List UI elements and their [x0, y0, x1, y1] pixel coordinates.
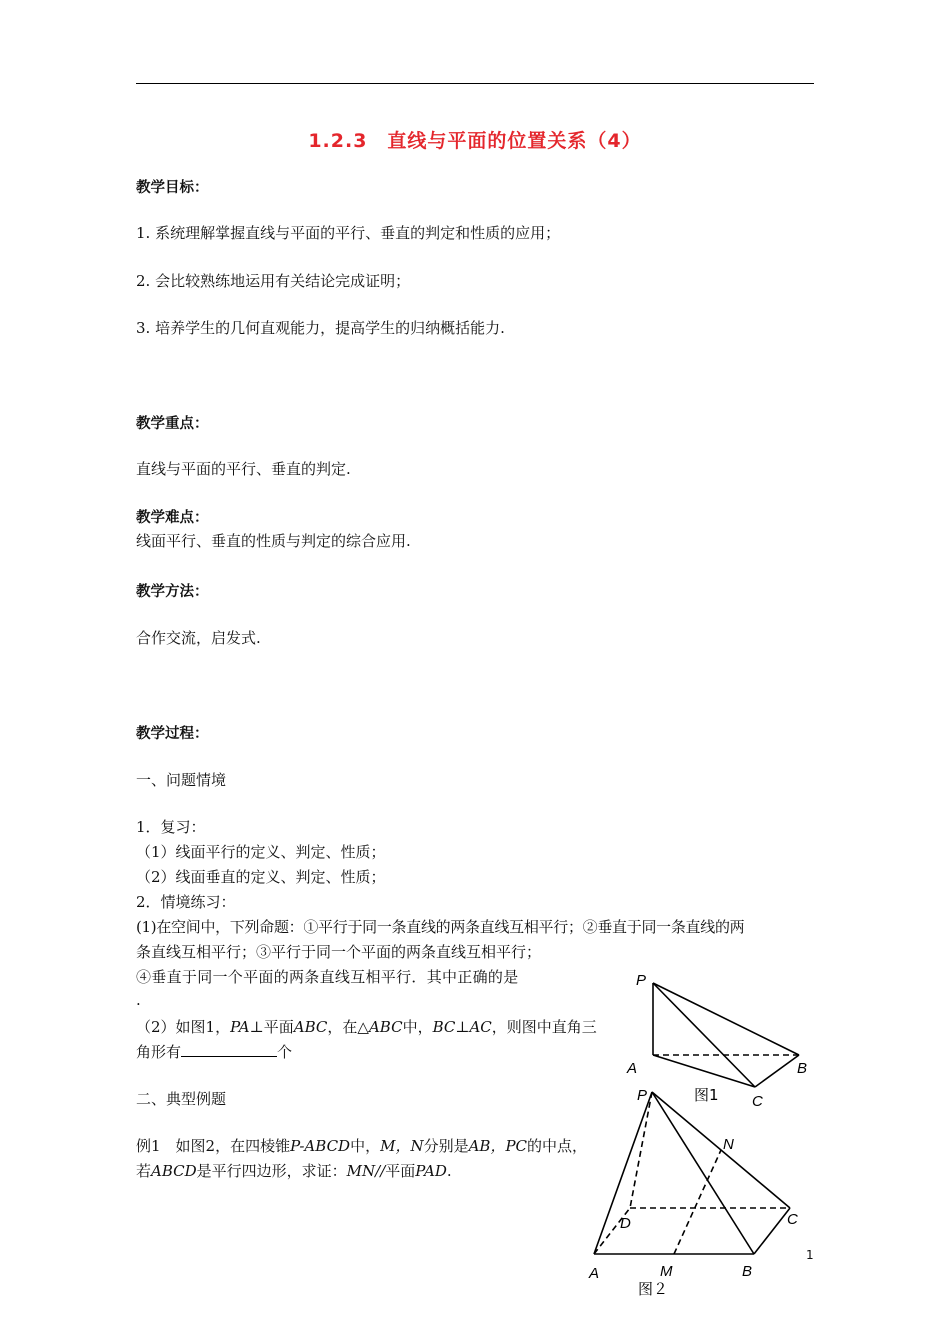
goals-heading: 教学目标： — [136, 180, 209, 196]
review-item: （2）线面垂直的定义、判定、性质； — [136, 868, 386, 886]
example-line: 若ABCD是平行四边形，求证：MN//平面PAD. — [136, 1162, 452, 1180]
edge-pb — [653, 983, 799, 1055]
review-title: 1．复习： — [136, 818, 206, 836]
answer-blank — [181, 1042, 277, 1057]
key-points-text: 直线与平面的平行、垂直的判定. — [136, 460, 351, 478]
practice-one-line: ④垂直于同一个平面的两条直线互相平行．其中正确的是 — [136, 968, 519, 986]
review-item: （1）线面平行的定义、判定、性质； — [136, 843, 386, 861]
section-one-title: 一、问题情境 — [136, 771, 227, 789]
label-m: M — [660, 1263, 673, 1280]
practice-one-line: 条直线互相平行；③平行于同一个平面的两条直线互相平行； — [136, 943, 542, 961]
difficulties-heading: 教学难点： — [136, 510, 209, 526]
goal-item: 1. 系统理解掌握直线与平面的平行、垂直的判定和性质的应用； — [136, 224, 561, 242]
label-p: P — [636, 972, 647, 989]
page-number: 1 — [806, 1248, 814, 1262]
header-rule — [136, 83, 814, 84]
methods-text: 合作交流，启发式. — [136, 629, 261, 647]
page-title: 1.2.3 直线与平面的位置关系（4） — [308, 130, 642, 152]
methods-heading: 教学方法： — [136, 584, 209, 600]
label-p: P — [637, 1087, 648, 1104]
goal-item: 2. 会比较熟练地运用有关结论完成证明； — [136, 272, 411, 290]
label-a: A — [627, 1060, 638, 1077]
label-a: A — [589, 1265, 600, 1282]
label-c: C — [787, 1211, 798, 1228]
practice-two-line: 角形有 个 — [136, 1043, 293, 1061]
key-points-heading: 教学重点： — [136, 416, 209, 432]
figure-2-diagram — [580, 1082, 810, 1302]
label-n: N — [723, 1136, 734, 1153]
process-heading: 教学过程： — [136, 726, 209, 742]
edge-pb — [652, 1092, 754, 1254]
practice-one-line: (1)在空间中，下列命题：①平行于同一条直线的两条直线互相平行；②垂直于同一条直线的两 — [136, 918, 745, 936]
practice-two-line: （2）如图1，PA⊥平面ABC，在△ABC中，BC⊥AC，则图中直角三 — [136, 1018, 597, 1036]
figure-2-caption: 图２ — [638, 1280, 669, 1298]
section-two-title: 二、典型例题 — [136, 1090, 227, 1108]
figure-1-caption: 图1 — [694, 1086, 719, 1104]
example-line: 例1 如图2，在四棱锥P-ABCD中，M，N分别是AB，PC的中点， — [136, 1137, 588, 1155]
label-b: B — [797, 1060, 808, 1077]
label-c: C — [752, 1093, 763, 1110]
label-d: D — [620, 1215, 631, 1232]
difficulties-text: 线面平行、垂直的性质与判定的综合应用. — [136, 532, 411, 550]
goal-item: 3. 培养学生的几何直观能力，提高学生的归纳概括能力. — [136, 319, 505, 337]
edge-pd-hidden — [630, 1092, 652, 1208]
label-b: B — [742, 1263, 753, 1280]
edge-bc — [754, 1208, 790, 1254]
practice-title: 2．情境练习： — [136, 893, 236, 911]
practice-one-line: . — [136, 991, 141, 1009]
